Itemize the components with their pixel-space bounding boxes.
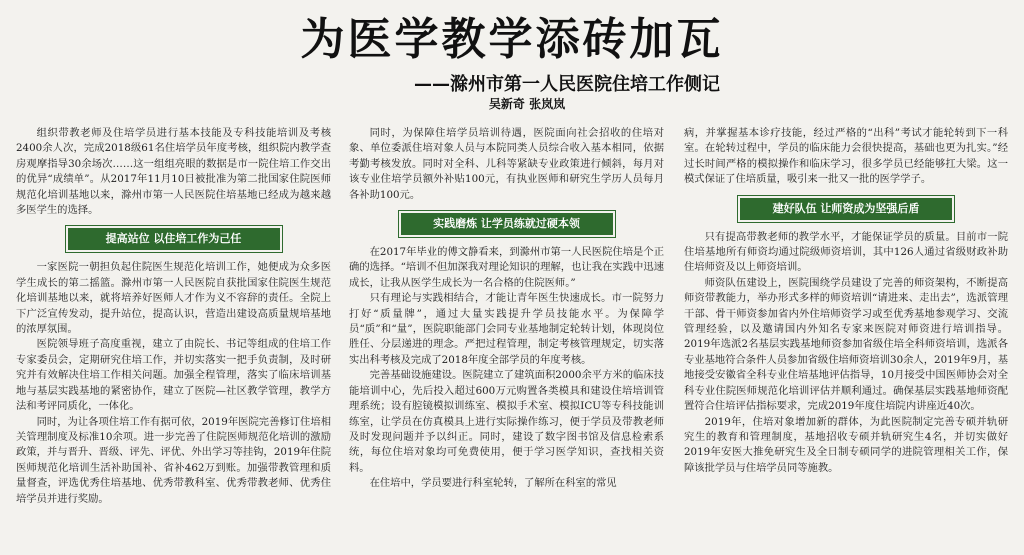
paragraph: 在2017年毕业的傅文静看来，到滁州市第一人民医院住培是个正确的选择。“培训不但加深我对理论知识的理解，也让我在实践中迅速成长，让我从医学生成长为一名合格的住院医师。”: [349, 246, 664, 289]
column-3: [684, 126, 1008, 550]
section-heading: 实践磨炼 让学员练就过硬本领: [401, 213, 613, 235]
paragraph: 完善基础设施建设。医院建立了建筑面积2000余平方米的临床技能培训中心，先后投入超过600万元购置各类模具和建设住培培训管理系统；设有腔镜模拟训练室、模拟手术室、模拟ICU等专科技能训练室，让学员在仿真模具上进行实际操作练习，便于学员及带教老师及时发现问题并予以纠正。同时，建设了数字图书馆及信息检索系统，每位住培对象均可免费使用，便于学习医学知识，查找相关资料。: [349, 369, 664, 474]
paragraph: 师资队伍建设上，医院围绕学员建设了完善的师资架构，不断提高师资带教能力，举办形式多样的师资培训“请进来、走出去”，选派管理干部、骨干师资参加省内外住培师资学习或至优秀基地参观学习、交流管理经验，以及邀请国内外知名专家来医院对师资进行培训指导。2019年选派2名基层实践基地师资参加省级住培全科师资培训，选派各专业基地符合条件人员参加省级住培师资培训30余人，2019年9月，基地接受安徽省全科专业住培基地评估指导，10月接受中国医师协会对全科专业住院医师规范化培训评估并顺利通过。确保基层实践基地师资配置符合住培评估指标要求，完成2019年度住培院内讲座近40次。: [684, 276, 1008, 413]
paragraph: 只有提高带教老师的教学水平，才能保证学员的质量。目前市一院住培基地所有师资均通过院级师资培训，其中126人通过省级财政补助住培师资及以上师资培训。: [684, 230, 1008, 274]
paragraph: 病，并掌握基本诊疗技能，经过严格的“出科”考试才能轮转到下一科室。在轮转过程中，学员的临床能力会很快提高，基础也更为扎实。”经过长时间严格的模拟操作和临床学习，很多学员已经能够扛大梁。这一模式保证了住培质量，吸引来一批又一批的医学学子。: [684, 127, 1008, 186]
column-2: [349, 126, 664, 550]
paragraph: 医院领导班子高度重视，建立了由院长、书记等组成的住培工作专家委员会，定期研究住培工作，并切实落实一把手负责制，及时研究并有效解决住培工作相关问题。加强全程管理，落实了临床培训基地与基层实践基地的紧密协作，建立了医院—社区教学管理，教学方法和考评同质化，一体化。: [16, 338, 331, 413]
paragraph: 只有理论与实践相结合，才能让青年医生快速成长。市一院努力打好“质量牌”，通过大量实践提升学员技能水平。为保障学员“质”和“量”，医院职能部门会同专业基地制定轮转计划，体现岗位胜任、分层递进的理念。严把过程管理，制定考核管理规定，切实落实出科考核及完成了2018年度全部学员的年度考核。: [349, 292, 664, 366]
column-1: [16, 126, 331, 550]
paragraph: 组织带教老师及住培学员进行基本技能及专科技能培训及考核2400余人次，完成2018级61名住培学员年度考核，组织院内教学查房观摩指导30余场次……这一组组亮眼的数据是市一院住培工作交出的优异“成绩单”。从2017年11月10日被批准为第二批国家住院医师规范化培训基地以来，滁州市第一人民医院住培基地已经成为越来越多医学生的选择。: [16, 127, 331, 217]
paragraph: 一家医院一朝担负起住院医生规范化培训工作，她便成为众多医学生成长的第二摇篮。滁州市第一人民医院自获批国家住院医生规范化培训基地以来，就将培养好医师人才作为义不容辞的责任。全院上下广泛宣传发动，提升站位，提高认识，营造出建设高质量规培基地的浓厚氛围。: [16, 261, 331, 336]
article-subtitle: ——滁州市第一人民医院住培工作侧记: [414, 74, 720, 95]
paragraph: 在住培中，学员要进行科室轮转，了解所在科室的常见: [369, 477, 617, 490]
article-title: 为医学教学添砖加瓦: [300, 14, 724, 65]
paragraph: 同时，为保障住培学员培训待遇，医院面向社会招收的住培对象、单位委派住培对象人员与本院同类人员综合收入基本相同，依据考勤考核发放。同时对全科、儿科等紧缺专业政策进行倾斜，每月对该专业住培学员额外补贴100元，有执业医师和研究生学历人员每月各补助100元。: [349, 127, 664, 201]
article-authors: 吴新奇 张岚岚: [488, 97, 566, 111]
section-heading: 建好队伍 让师资成为坚强后盾: [740, 198, 952, 220]
paragraph: 同时，为让各项住培工作有据可依，2019年医院完善修订住培相关管理制度及标准10余项。进一步完善了住院医师规范化培训的激励政策，并与晋升、晋级、评先、评优、外出学习等挂钩，2019年住院医师规范化培训生活补助国补、省补462万到账。加强带教管理和质量督查，评选优秀住培基地、优秀带教科室、优秀带教老师、优秀住培学员并进行奖励。: [16, 415, 331, 505]
section-heading: 提高站位 以住培工作为己任: [68, 228, 280, 250]
paragraph: 2019年，住培对象增加新的群体，为此医院制定完善专硕并轨研究生的教育和管理制度，基地招收专硕并轨研究生4名，并切实做好2019年安医大推免研究生及全日制专硕同学的进院管理相关工作，保障该批学员与住培学员同等施教。: [684, 415, 1008, 474]
